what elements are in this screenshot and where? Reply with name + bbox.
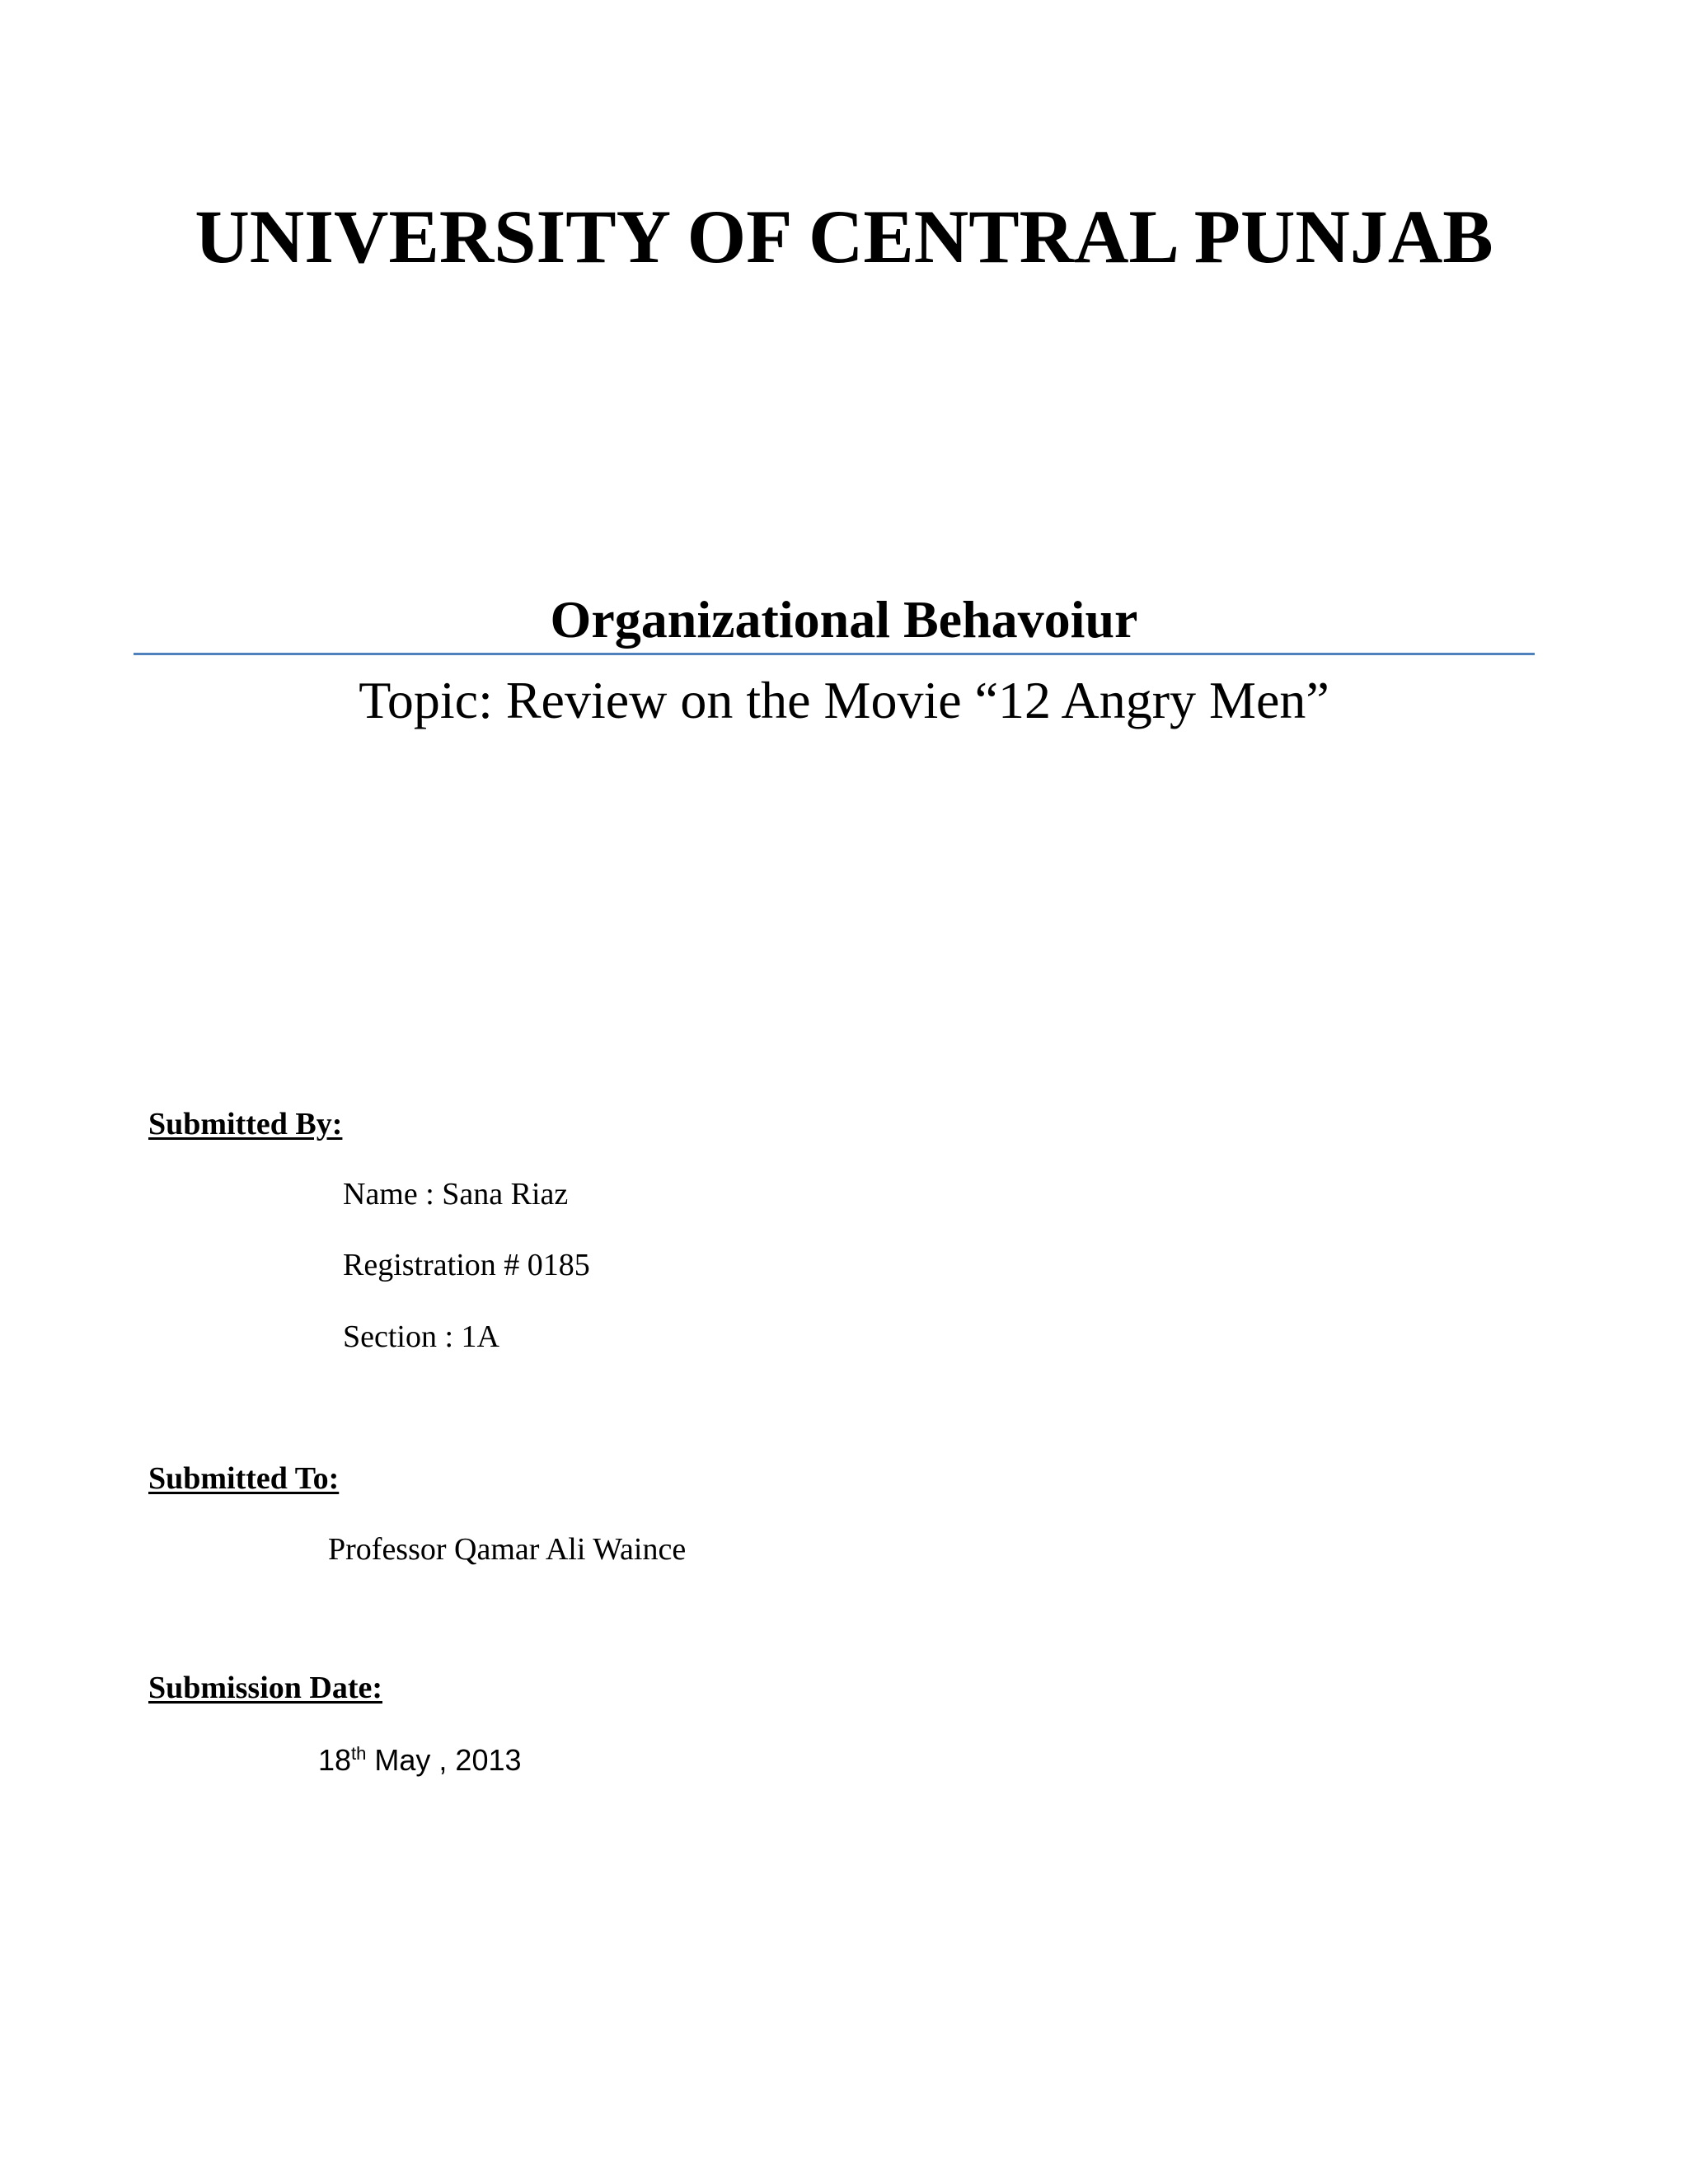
submitted-by-heading: Submitted By: (148, 1107, 343, 1141)
topic-line: Topic: Review on the Movie “12 Angry Men” (359, 671, 1329, 729)
submission-date (318, 1741, 522, 1780)
section: Section : 1A (343, 1319, 499, 1354)
date-day: 18 (318, 1743, 352, 1777)
title-divider (134, 653, 1535, 655)
course-title: Organizational Behavoiur (550, 590, 1138, 649)
registration-number: Registration # 0185 (343, 1248, 590, 1282)
date-day-suffix: th (351, 1743, 367, 1764)
student-name: Name : Sana Riaz (343, 1177, 569, 1212)
professor-name: Professor Qamar Ali Waince (328, 1532, 687, 1567)
submitted-to-heading: Submitted To: (148, 1461, 340, 1496)
submission-date-heading: Submission Date: (148, 1671, 382, 1705)
date-month-year: May , 2013 (366, 1743, 522, 1777)
university-title: UNIVERSITY OF CENTRAL PUNJAB (195, 194, 1493, 279)
